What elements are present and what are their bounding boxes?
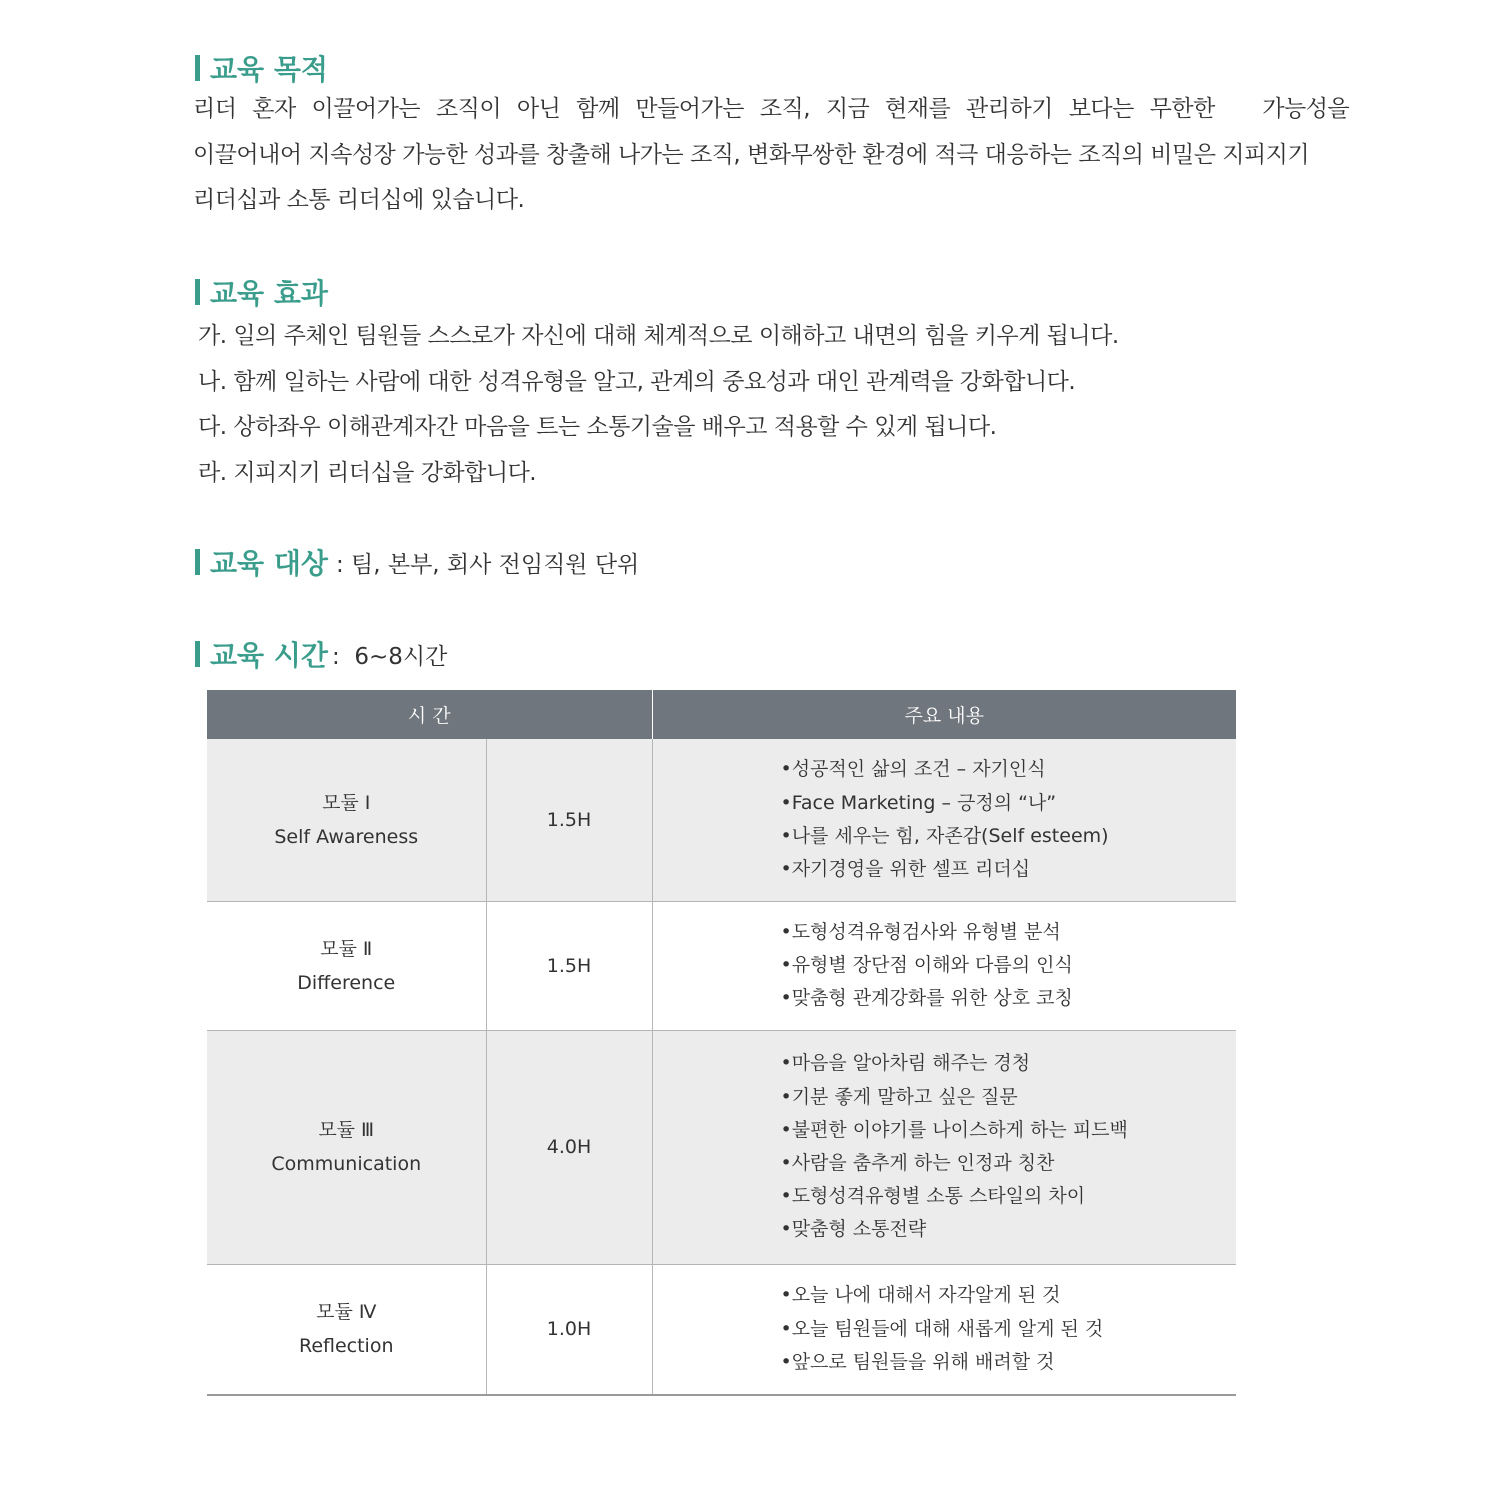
content-cell [652, 739, 1236, 901]
module-cell [207, 901, 486, 1030]
content-cell [652, 901, 1236, 1030]
module-name: Difference [297, 971, 396, 994]
effect-item: 가. 일의 주체인 팀원들 스스로가 자신에 대해 체계적으로 이해하고 내면의 힘을 키우게 됩니다. [198, 323, 1119, 349]
target-value: : 팀, 본부, 회사 전임직원 단위 [335, 551, 640, 578]
content-item: •기분 좋게 말하고 싶은 질문 [780, 1085, 1018, 1108]
content-item: •불편한 이야기를 나이스하게 하는 피드백 [780, 1118, 1128, 1141]
purpose-title-text: 교육 목적 [210, 53, 328, 86]
module-cell [207, 1030, 486, 1264]
purpose-line: 리더십과 소통 리더십에 있습니다. [193, 187, 525, 213]
content-item: •오늘 팀원들에 대해 새롭게 알게 된 것 [780, 1317, 1104, 1340]
header-content: 주요 내용 [652, 690, 1236, 739]
duration-title-text: 교육 시간 [210, 639, 328, 672]
content-item: •맞춤형 관계강화를 위한 상호 코칭 [780, 987, 1073, 1010]
effect-item: 라. 지피지기 리더십을 강화합니다. [198, 459, 537, 486]
header-time: 시 간 [207, 690, 652, 739]
module-name: Communication [271, 1153, 422, 1175]
content-item: •맞춤형 소통전략 [780, 1218, 927, 1241]
module-label: 모듈 Ⅱ [320, 937, 373, 960]
target-title-text: 교육 대상 [210, 547, 328, 580]
effects-list [198, 314, 1119, 496]
effect-item: 다. 상하좌우 이해관계자간 마음을 트는 소통기술을 배우고 적용할 수 있게 됩니다. [198, 414, 997, 440]
purpose-line: 이끌어내어 지속성장 가능한 성과를 창출해 나가는 조직, 변화무쌍한 환경에 적극 대응하는 조직의 비밀은 지피지기 [193, 141, 1310, 168]
purpose-title [195, 48, 328, 88]
section-bar-icon [195, 641, 200, 667]
content-item: •성공적인 삶의 조건 – 자기인식 [780, 758, 1046, 781]
purpose-line: 리더 혼자 이끌어가는 조직이 아닌 함께 만들어가는 조직, 지금 현재를 관리하기 보다는 무한한 가능성을 [193, 96, 1350, 122]
content-item: •마음을 알아차림 해주는 경청 [780, 1052, 1031, 1075]
hours-cell: 1.0H [486, 1264, 652, 1395]
content-item: •도형성격유형별 소통 스타일의 차이 [780, 1185, 1086, 1208]
table-row [207, 1030, 1236, 1264]
effect-item: 나. 함께 일하는 사람에 대한 성격유형을 알고, 관계의 중요성과 대인 관계력을 강화합니다. [198, 368, 1076, 395]
duration-value: : 6~8시간 [331, 643, 448, 670]
content-cell [652, 1264, 1236, 1395]
duration-title [195, 634, 447, 674]
module-cell [207, 1264, 486, 1395]
module-label: 모듈 Ⅲ [318, 1119, 375, 1141]
section-bar-icon [195, 279, 200, 305]
table-row [207, 1264, 1236, 1395]
content-item: •Face Marketing – 긍정의 “나” [780, 791, 1057, 814]
table-row [207, 739, 1236, 901]
target-title [195, 542, 639, 582]
content-item: •유형별 장단점 이해와 다름의 인식 [780, 953, 1073, 976]
module-cell [207, 739, 486, 901]
content-item: •오늘 나에 대해서 자각알게 된 것 [780, 1284, 1061, 1307]
content-item: •자기경영을 위한 셀프 리더십 [780, 857, 1031, 880]
section-bar-icon [195, 55, 200, 81]
effects-title [195, 272, 328, 312]
hours-cell: 1.5H [486, 901, 652, 1030]
purpose-paragraph [193, 87, 1350, 224]
table-row [207, 901, 1236, 1030]
section-bar-icon [195, 549, 200, 575]
content-item: •도형성격유형검사와 유형별 분석 [780, 920, 1061, 943]
module-name: Reflection [298, 1335, 394, 1358]
content-cell [652, 1030, 1236, 1264]
module-label: 모듈 Ⅰ [322, 791, 371, 814]
content-item: •사람을 춤추게 하는 인정과 칭찬 [780, 1152, 1055, 1174]
content-item: •앞으로 팀원들을 위해 배려할 것 [780, 1350, 1055, 1373]
content-item: •나를 세우는 힘, 자존감(Self esteem) [780, 824, 1109, 847]
hours-cell: 4.0H [486, 1030, 652, 1264]
module-label: 모듈 Ⅳ [316, 1301, 377, 1324]
module-name: Self Awareness [274, 825, 419, 848]
effects-title-text: 교육 효과 [210, 277, 328, 310]
hours-cell: 1.5H [486, 739, 652, 901]
schedule-table [207, 690, 1236, 1396]
